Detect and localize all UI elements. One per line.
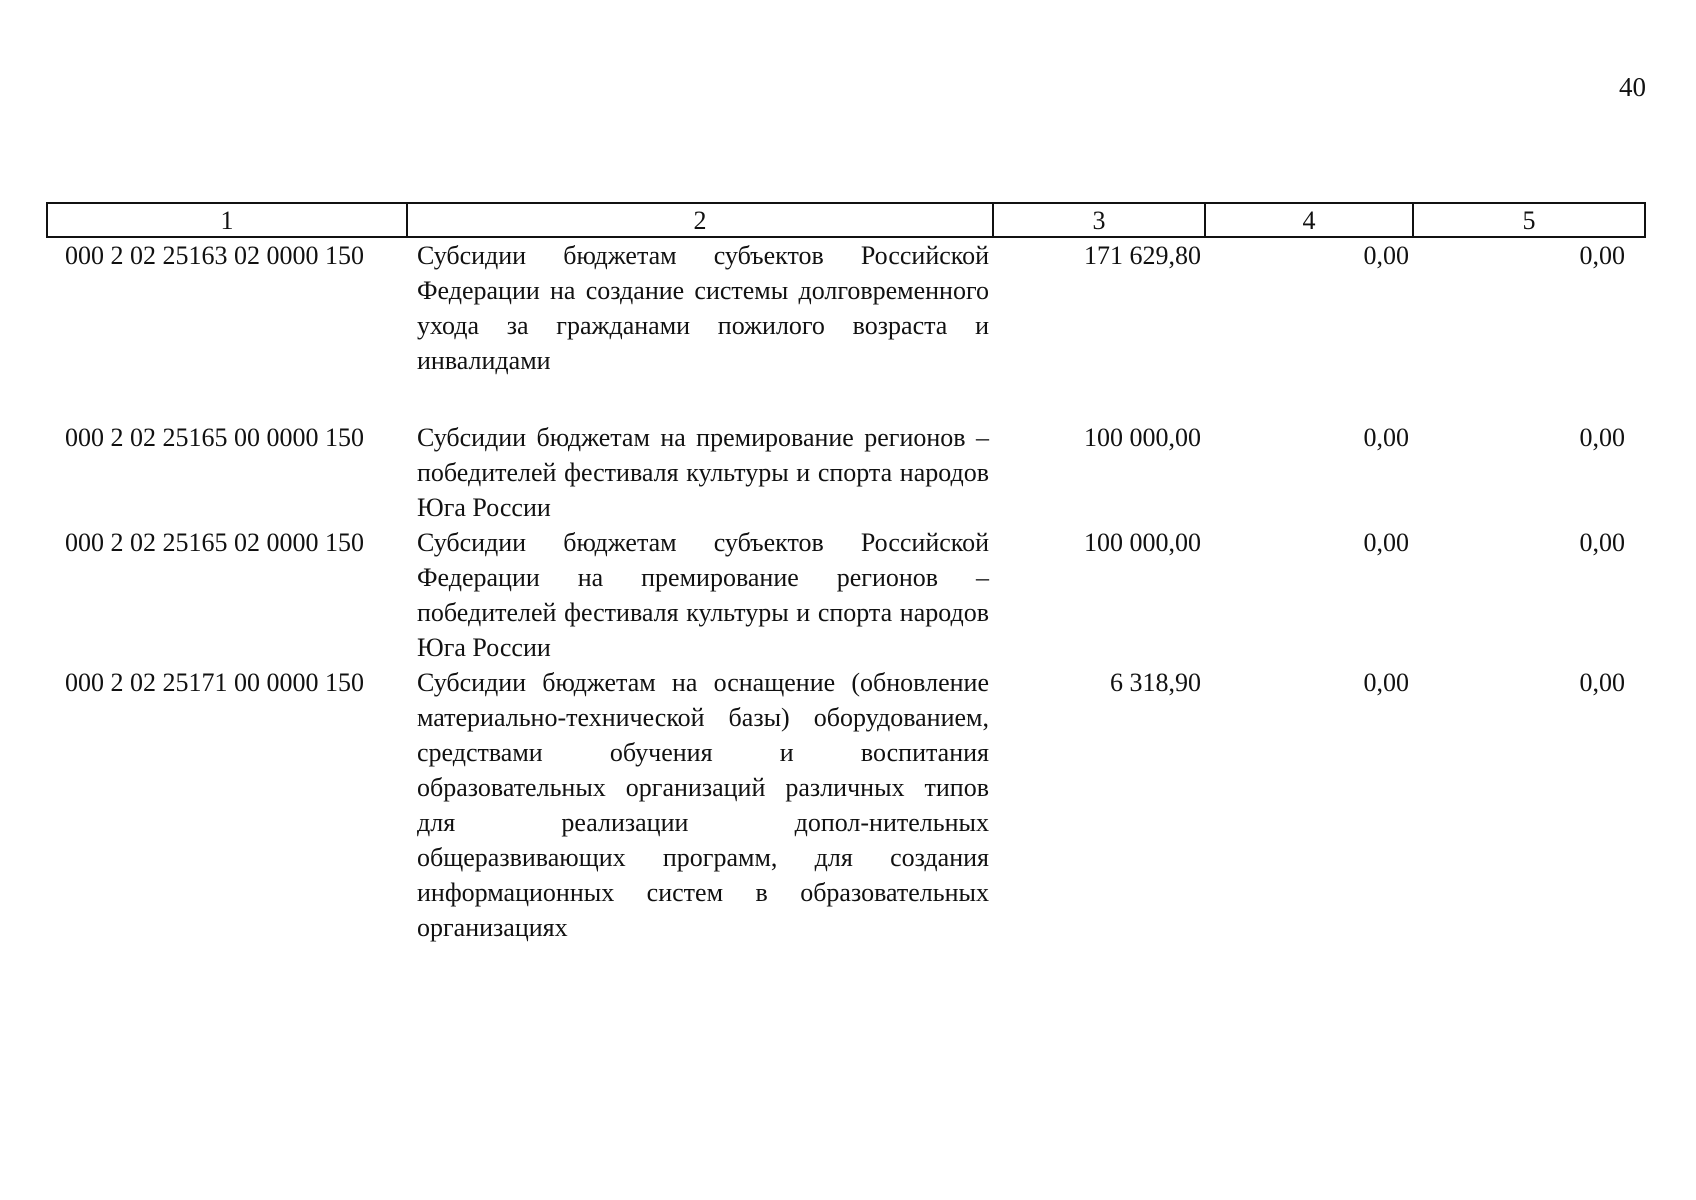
item-description: Субсидии бюджетам на оснащение (обновление материально-технической базы) оборудованием, средствами обучения и воспитания образовательных организаций различных типов для реализации допол-нительных общеразвивающих программ, для создания информационных систем в образовательных организациях bbox=[417, 668, 989, 942]
amount-col-5: 0,00 bbox=[1579, 528, 1625, 557]
item-description: Субсидии бюджетам субъектов Российской Федерации на премирование регионов – победителей фестиваля культуры и спорта народов Юга России bbox=[417, 528, 989, 662]
header-col-5: 5 bbox=[1413, 203, 1645, 237]
amount-col-3: 100 000,00 bbox=[1084, 423, 1201, 452]
table-row bbox=[47, 420, 1645, 525]
table-row bbox=[47, 665, 1645, 945]
table-body bbox=[47, 237, 1645, 945]
header-col-1: 1 bbox=[47, 203, 407, 237]
amount-col-3: 100 000,00 bbox=[1084, 528, 1201, 557]
table-row bbox=[47, 237, 1645, 420]
amount-col-3: 6 318,90 bbox=[1110, 668, 1201, 697]
amount-col-5: 0,00 bbox=[1579, 241, 1625, 270]
header-row bbox=[47, 203, 1645, 237]
table-header bbox=[47, 203, 1645, 237]
amount-col-4: 0,00 bbox=[1363, 241, 1409, 270]
page-number: 40 bbox=[1619, 72, 1646, 102]
header-col-4: 4 bbox=[1205, 203, 1413, 237]
amount-col-4: 0,00 bbox=[1363, 668, 1409, 697]
amount-col-3: 171 629,80 bbox=[1084, 241, 1201, 270]
budget-table bbox=[46, 202, 1646, 945]
amount-col-4: 0,00 bbox=[1363, 423, 1409, 452]
budget-code: 000 2 02 25171 00 0000 150 bbox=[65, 668, 364, 697]
budget-code: 000 2 02 25165 00 0000 150 bbox=[65, 423, 364, 452]
budget-code: 000 2 02 25163 02 0000 150 bbox=[65, 241, 364, 270]
amount-col-4: 0,00 bbox=[1363, 528, 1409, 557]
header-col-3: 3 bbox=[993, 203, 1205, 237]
amount-col-5: 0,00 bbox=[1579, 668, 1625, 697]
header-col-2: 2 bbox=[407, 203, 993, 237]
item-description: Субсидии бюджетам субъектов Российской Федерации на создание системы долговременного ухода за гражданами пожилого возраста и инвалидами bbox=[417, 241, 989, 375]
table-row bbox=[47, 525, 1645, 665]
item-description: Субсидии бюджетам на премирование регионов – победителей фестиваля культуры и спорта народов Юга России bbox=[417, 423, 989, 522]
amount-col-5: 0,00 bbox=[1579, 423, 1625, 452]
budget-code: 000 2 02 25165 02 0000 150 bbox=[65, 528, 364, 557]
